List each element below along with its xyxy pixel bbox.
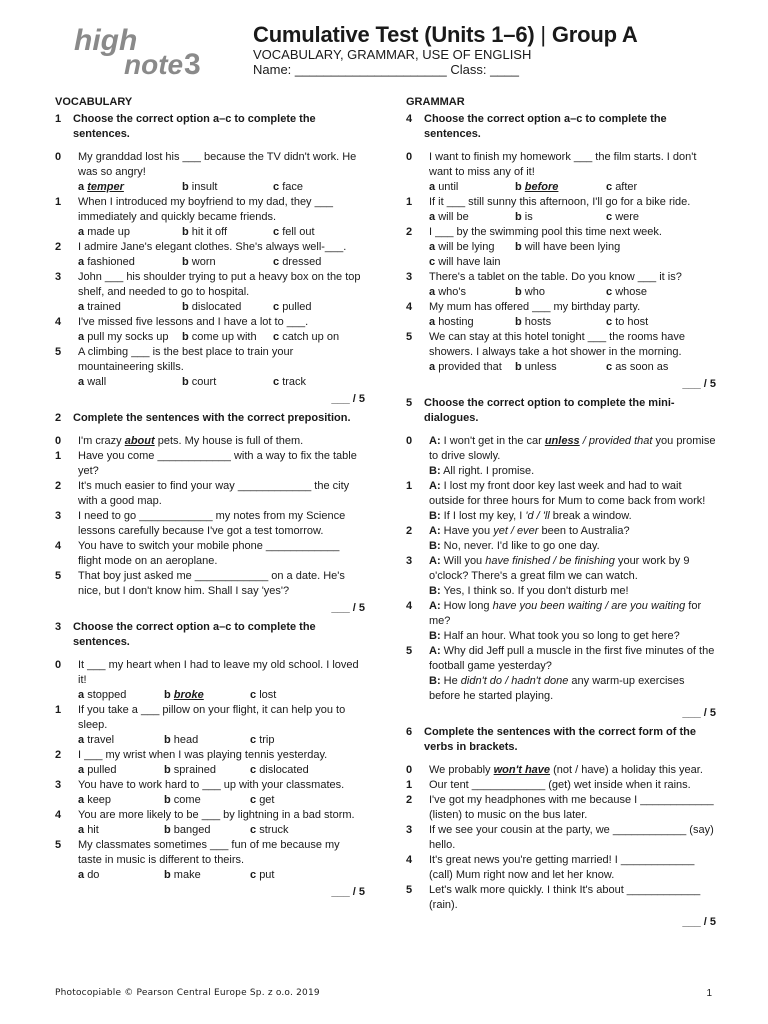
task-1-item-0-options: a temper b insult c face — [78, 181, 303, 193]
task-1-item-4: 4 I've missed five lessons and I have a lot to ___. — [55, 316, 309, 328]
task-6-item-1: 1 Our tent ____________ (get) wet inside when it rains. — [406, 779, 691, 791]
task-5-item-1: 1 A: I lost my front door key last week and had to wait outside for three hours for Mum to come back from work! B: If I lost my key, I 'd / 'll break a window. — [406, 480, 706, 522]
task-1-item-2: 2 I admire Jane's elegant clothes. She's always well-___. — [55, 241, 347, 253]
task-6-item-3: 3 If we see your cousin at the party, we ____________ (say) hello. — [406, 824, 714, 851]
task-4-item-0: 0 I want to finish my homework ___ the film starts. I don't want to miss any of it! — [406, 151, 697, 178]
logo-number: 3 — [184, 48, 201, 80]
task-1-item-0: 0 My granddad lost his ___ because the TV didn't work. He was so angry! — [55, 151, 357, 178]
task-1-item-4-options: a pull my socks up b come up with c catch up on — [78, 331, 340, 343]
task-4-item-3-options: a who's b who c whose — [429, 286, 647, 298]
task-3-item-3-options: a keep b come c get — [78, 794, 275, 806]
task-5-item-4: 4 A: How long have you been waiting / are you waiting for me? B: Half an hour. What took you so long to get here? — [406, 600, 702, 642]
task-2-item-1: 1 Have you come ____________ with a way to fix the table yet? — [55, 450, 357, 477]
task-4-item-4: 4 My mum has offered ___ my birthday party. — [406, 301, 641, 313]
title-main: Cumulative Test (Units 1–6) — [253, 22, 535, 47]
task-1-item-1: 1 When I introduced my boyfriend to my dad, they ___ immediately and quickly became friends. — [55, 196, 333, 223]
task-3-item-2-options: a pulled b sprained c dislocated — [78, 764, 309, 776]
task-4-item-2-options: a will be lying b will have been lying — [429, 241, 621, 253]
left-column — [55, 95, 365, 904]
task-3-item-1-options: a travel b head c trip — [78, 734, 275, 746]
task-4-score: ___ / 5 — [682, 378, 716, 390]
right-column — [406, 95, 716, 934]
task-1-item-3-options: a trained b dislocated c pulled — [78, 301, 312, 313]
page-number: 1 — [706, 988, 712, 999]
task-6-heading: 6 Complete the sentences with the correct form of the verbs in brackets. — [406, 726, 696, 753]
task-5-item-2: 2 A: Have you yet / ever been to Australia? B: No, never. I'd like to go one day. — [406, 525, 630, 552]
task-4-item-3: 3 There's a tablet on the table. Do you know ___ it is? — [406, 271, 682, 283]
task-5-item-3: 3 A: Will you have finished / be finishing your work by 9 o'clock? There's a great film we can watch. B: Yes, I think so. If you don't disturb me! — [406, 555, 690, 597]
copyright-footer: Photocopiable © Pearson Central Europe Sp. z o.o. 2019 — [55, 988, 320, 998]
logo-word-note: note — [124, 49, 184, 80]
task-4-item-1: 1 If it ___ still sunny this afternoon, I'll go for a bike ride. — [406, 196, 691, 208]
task-3-item-4: 4 You are more likely to be ___ by lightning in a bad storm. — [55, 809, 355, 821]
task-5-score: ___ / 5 — [682, 707, 716, 719]
task-1-score: ___ / 5 — [331, 393, 365, 405]
task-3-score: ___ / 5 — [331, 886, 365, 898]
task-4-heading: 4 Choose the correct option a–c to complete the sentences. — [406, 113, 667, 140]
task-1-item-1-options: a made up b hit it off c fell out — [78, 226, 315, 238]
task-2-score: ___ / 5 — [331, 602, 365, 614]
high-note-logo — [72, 22, 210, 80]
task-1-heading: 1 Choose the correct option a–c to complete the sentences. — [55, 113, 316, 140]
task-3-item-1: 1 If you take a ___ pillow on your flight, it can help you to sleep. — [55, 704, 346, 731]
task-1-item-3: 3 John ___ his shoulder trying to put a heavy box on the top shelf, and needed to go to hospital. — [55, 271, 361, 298]
task-2-item-5: 5 That boy just asked me ____________ on a date. He's nice, but I don't know him. Shall I say 'yes'? — [55, 570, 345, 597]
section-grammar: GRAMMAR — [406, 96, 465, 108]
task-3-item-5: 5 My classmates sometimes ___ fun of me because my taste in music is different to theirs. — [55, 839, 340, 866]
task-2-item-3: 3 I need to go ____________ my notes from my Science lessons carefully because I've got a test tomorrow. — [55, 510, 346, 537]
name-class-line: Name: _____________________ Class: ____ — [253, 62, 519, 77]
task-4-item-1-options: a will be b is c were — [429, 211, 640, 223]
task-2-item-2: 2 It's much easier to find your way ____________ the city with a good map. — [55, 480, 350, 507]
page-subtitle: VOCABULARY, GRAMMAR, USE OF ENGLISH — [253, 47, 532, 62]
task-3-item-2: 2 I ___ my wrist when I was playing tennis yesterday. — [55, 749, 328, 761]
task-4-item-2-options-c: c will have lain — [429, 256, 501, 268]
task-1-item-5: 5 A climbing ___ is the best place to train your mountaineering skills. — [55, 346, 294, 373]
task-5-item-5: 5 A: Why did Jeff pull a muscle in the first five minutes of the football game yesterday? B: He didn't do / hadn't done any warm-up exercises before he started playing. — [406, 645, 715, 702]
task-4-item-0-options: a until b before c after — [429, 181, 638, 193]
task-2-item-0: 0 I'm crazy about pets. My house is full of them. — [55, 435, 304, 447]
task-6-item-5: 5 Let's walk more quickly. I think It's about ____________ (rain). — [406, 884, 701, 911]
task-3-heading: 3 Choose the correct option a–c to complete the sentences. — [55, 621, 316, 648]
page-title — [253, 22, 638, 48]
task-3-item-3: 3 You have to work hard to ___ up with your classmates. — [55, 779, 345, 791]
task-1-item-2-options: a fashioned b worn c dressed — [78, 256, 322, 268]
task-6-item-2: 2 I've got my headphones with me because I ____________ (listen) to music on the bus later. — [406, 794, 714, 821]
title-separator: | — [534, 22, 552, 47]
task-6-score: ___ / 5 — [682, 916, 716, 928]
section-vocabulary: VOCABULARY — [55, 96, 133, 108]
task-3-item-0: 0 It ___ my heart when I had to leave my old school. I loved it! — [55, 659, 359, 686]
task-4-item-5: 5 We can stay at this hotel tonight ___ the rooms have showers. I always take a hot shower in the morning. — [406, 331, 686, 358]
task-5-heading: 5 Choose the correct option to complete the mini-dialogues. — [406, 397, 675, 424]
task-4-item-5-options: a provided that b unless c as soon as — [429, 361, 669, 373]
task-4-item-4-options: a hosting b hosts c to host — [429, 316, 649, 328]
task-1-item-5-options: a wall b court c track — [78, 376, 307, 388]
task-6-item-4: 4 It's great news you're getting married! I ____________ (call) Mum right now and let her know. — [406, 854, 695, 881]
title-group: Group A — [551, 22, 638, 47]
task-4-item-2: 2 I ___ by the swimming pool this time next week. — [406, 226, 662, 238]
task-3-item-0-options: a stopped b broke c lost — [78, 689, 277, 701]
task-5-item-0: 0 A: I won't get in the car unless / provided that you promise to drive slowly. B: All right. I promise. — [406, 435, 716, 477]
task-2-item-4: 4 You have to switch your mobile phone ____________ flight mode on an aeroplane. — [55, 540, 340, 567]
task-6-item-0: 0 We probably won't have (not / have) a holiday this year. — [406, 764, 703, 776]
task-2-heading: 2 Complete the sentences with the correct preposition. — [55, 412, 351, 424]
task-3-item-5-options: a do b make c put — [78, 869, 275, 881]
logo-word-high: high — [74, 24, 138, 57]
task-3-item-4-options: a hit b banged c struck — [78, 824, 289, 836]
